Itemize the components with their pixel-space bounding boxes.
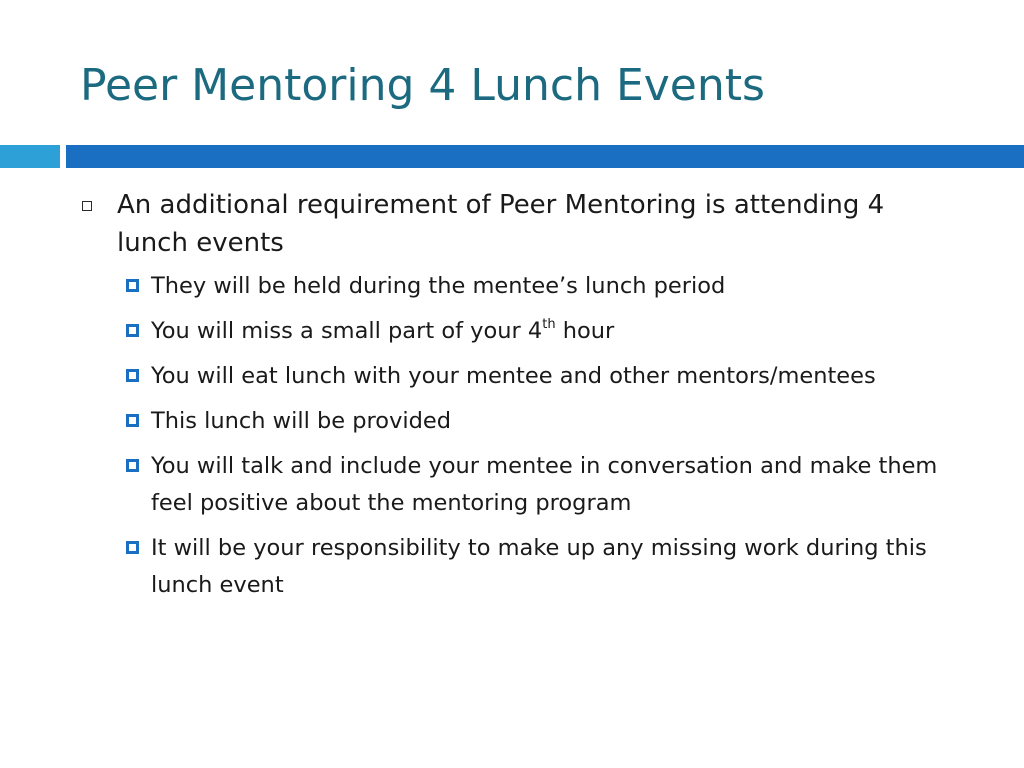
sub-bullet-item <box>80 268 960 305</box>
slide-content <box>80 186 960 612</box>
sub-bullet-item <box>80 403 960 440</box>
blue-square-bullet-icon <box>126 541 139 554</box>
main-bullet <box>80 186 960 262</box>
sub-bullet-item <box>80 448 960 522</box>
slide-title: Peer Mentoring 4 Lunch Events <box>80 60 765 111</box>
sub-bullet-text: This lunch will be provided <box>151 408 452 434</box>
blue-square-bullet-icon <box>126 279 139 292</box>
main-bullet-text: An additional requirement of Peer Mentoring is attending 4 lunch events <box>117 190 885 258</box>
hollow-square-icon <box>82 201 92 211</box>
sub-bullet-text-tail: hour <box>555 318 615 344</box>
accent-bar-short <box>0 145 60 168</box>
sub-bullet-text: You will eat lunch with your mentee and other mentors/mentees <box>151 363 876 389</box>
sub-bullet-text: You will miss a small part of your 4 <box>151 318 543 344</box>
ordinal-superscript: th <box>542 317 556 332</box>
blue-square-bullet-icon <box>126 324 139 337</box>
sub-bullet-text: It will be your responsibility to make up any missing work during this lunch event <box>151 535 927 598</box>
sub-bullet-list <box>80 268 960 604</box>
blue-square-bullet-icon <box>126 369 139 382</box>
sub-bullet-item <box>80 313 960 350</box>
sub-bullet-item <box>80 358 960 395</box>
sub-bullet-item <box>80 530 960 604</box>
accent-bar-long <box>66 145 1024 168</box>
sub-bullet-text: They will be held during the mentee’s lunch period <box>151 273 726 299</box>
blue-square-bullet-icon <box>126 414 139 427</box>
blue-square-bullet-icon <box>126 459 139 472</box>
sub-bullet-text: You will talk and include your mentee in conversation and make them feel positive about the mentoring program <box>151 453 938 516</box>
